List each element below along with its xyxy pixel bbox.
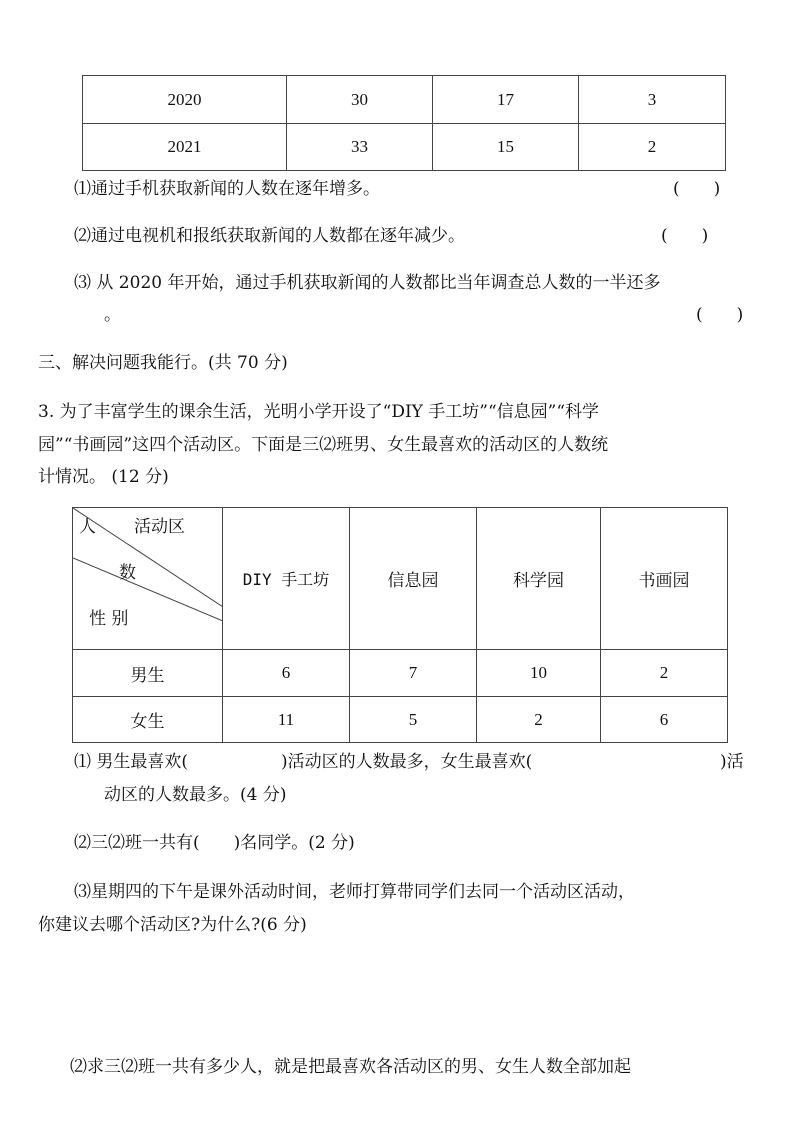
subquestion-1-part-b: )活动区的人数最多，女生最喜欢(: [281, 752, 533, 772]
table-cell: 2: [601, 650, 728, 697]
section-title: 三、解决问题我能行。(共 70 分): [38, 353, 288, 373]
table-cell: 11: [223, 697, 350, 743]
subquestion-1-line-2: 动区的人数最多。(4 分): [104, 785, 287, 805]
table-cell: 6: [601, 697, 728, 743]
table-cell: 17: [433, 76, 579, 124]
subquestion-3-line-1: ⑶星期四的下午是课外活动时间，老师打算带同学们去同一个活动区活动，: [74, 882, 635, 902]
diagonal-header-cell: [73, 508, 223, 650]
judge-item-3-cont: 。: [104, 305, 121, 325]
row-label-boys: 男生: [73, 650, 223, 697]
answer-blank-3[interactable]: ( ): [696, 305, 744, 325]
table-cell: 2: [477, 697, 601, 743]
table-cell: 15: [433, 124, 579, 171]
activity-stats-table: [72, 507, 728, 743]
subquestion-1-part-c: )活: [720, 752, 744, 772]
judge-item-1: ⑴通过手机获取新闻的人数在逐年增多。: [74, 179, 380, 199]
table-cell: 5: [350, 697, 477, 743]
table-cell: 2: [579, 124, 726, 171]
answer-explanation-line: ⑵求三⑵班一共有多少人，就是把最喜欢各活动区的男、女生人数全部加起: [70, 1057, 631, 1077]
corner-label-gender: 性 别: [89, 609, 129, 629]
table-header-row: [73, 508, 728, 650]
table-row: [73, 650, 728, 697]
table-row: [73, 697, 728, 743]
table-cell: 6: [223, 650, 350, 697]
subquestion-3-line-2: 你建议去哪个活动区?为什么?(6 分): [38, 915, 307, 935]
column-header: DIY 手工坊: [223, 508, 350, 650]
table-cell: 7: [350, 650, 477, 697]
column-header: 书画园: [601, 508, 728, 650]
corner-label-count: 数: [119, 563, 136, 583]
column-header: 信息园: [350, 508, 477, 650]
question-3-line-3: 计情况。 (12 分): [38, 467, 169, 487]
table-row: [83, 76, 726, 124]
column-header: 科学园: [477, 508, 601, 650]
answer-blank-2[interactable]: ( ): [661, 226, 709, 246]
table-row: [83, 124, 726, 171]
subquestion-2: ⑵三⑵班一共有( )名同学。(2 分): [74, 833, 355, 853]
answer-blank-1[interactable]: ( ): [673, 179, 721, 199]
table-cell: 30: [287, 76, 433, 124]
question-3-line-2: 园”“书画园”这四个活动区。下面是三⑵班男、女生最喜欢的活动区的人数统: [38, 435, 609, 455]
judge-item-2: ⑵通过电视机和报纸获取新闻的人数都在逐年减少。: [74, 226, 465, 246]
table-cell: 10: [477, 650, 601, 697]
news-source-table: [82, 75, 726, 171]
row-label-girls: 女生: [73, 697, 223, 743]
subquestion-1-part-a: ⑴ 男生最喜欢(: [74, 752, 189, 772]
corner-label-person: 人: [79, 517, 96, 537]
judge-item-3: ⑶ 从 2020 年开始，通过手机获取新闻的人数都比当年调查总人数的一半还多: [74, 273, 661, 293]
table-cell: 3: [579, 76, 726, 124]
table-cell: 2020: [83, 76, 287, 124]
question-3-line-1: 3. 为了丰富学生的课余生活，光明小学开设了“DIY 手工坊”“信息园”“科学: [38, 402, 600, 422]
corner-label-area: 活动区: [134, 517, 185, 537]
table-cell: 33: [287, 124, 433, 171]
table-cell: 2021: [83, 124, 287, 171]
